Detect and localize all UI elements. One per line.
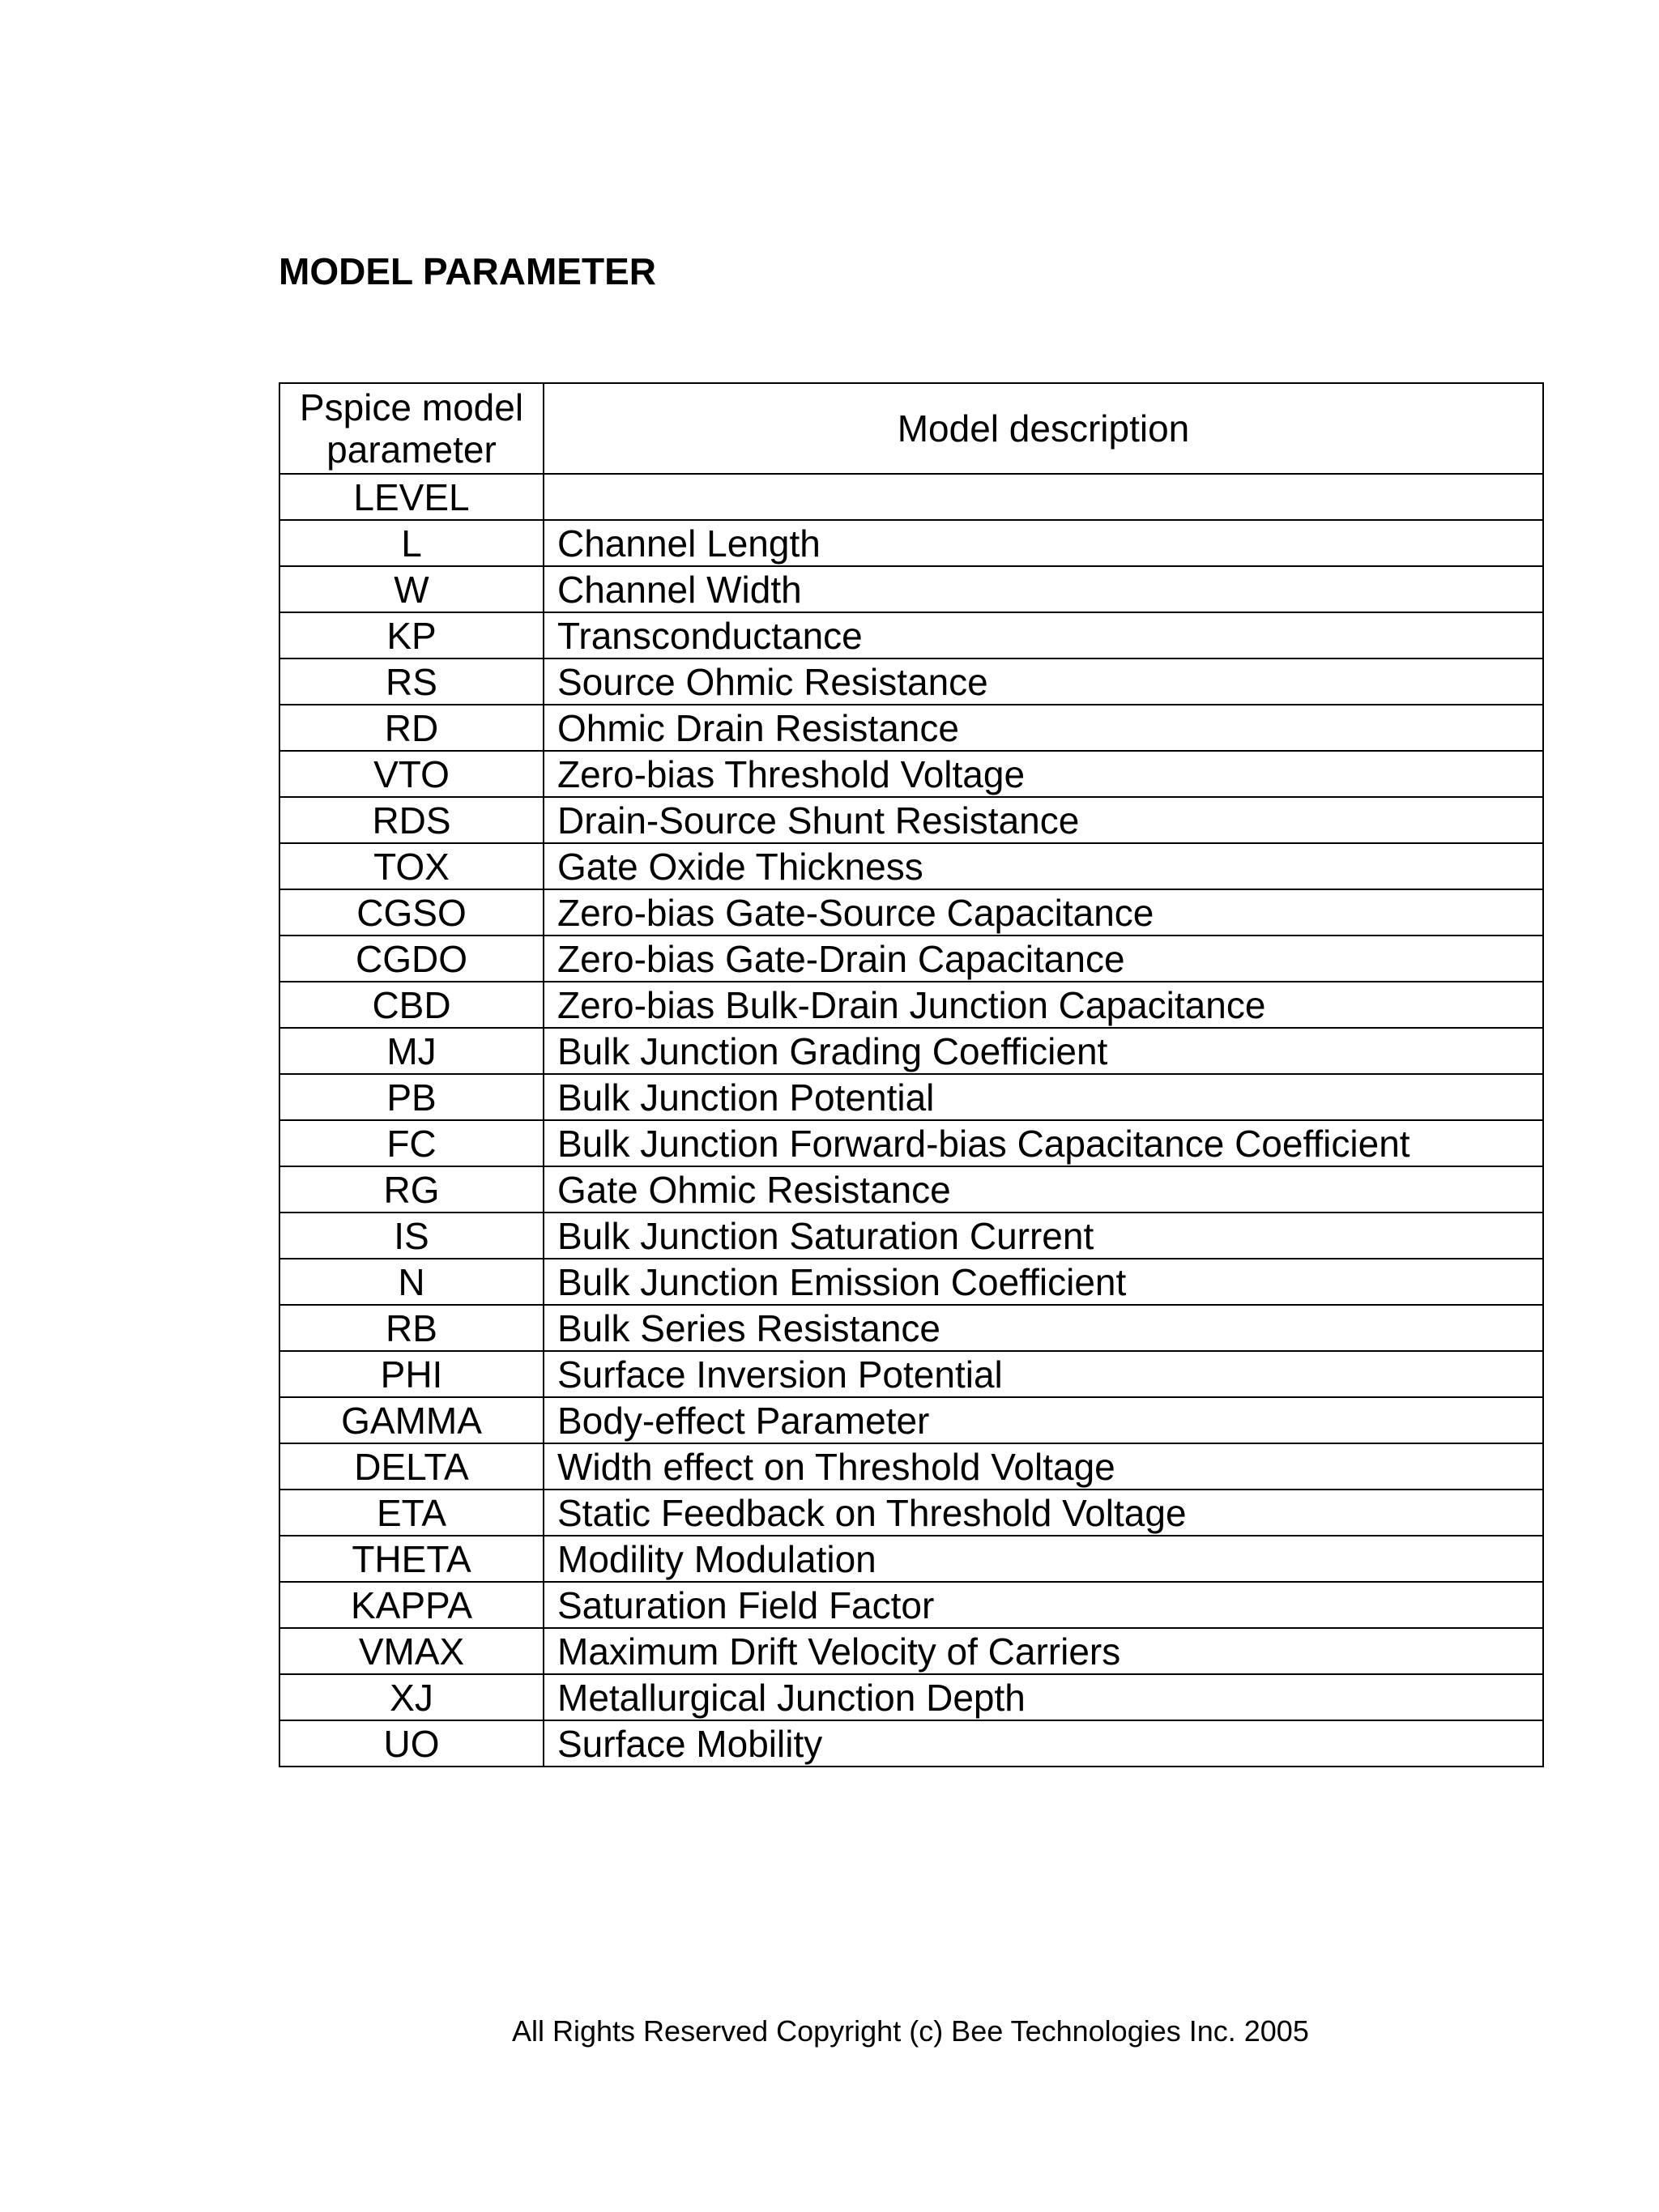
parameter-name-cell: XJ (279, 1674, 544, 1720)
table-row (279, 1674, 1543, 1720)
parameter-description-cell: Bulk Series Resistance (544, 1305, 1543, 1351)
parameter-description-cell: Drain-Source Shunt Resistance (544, 797, 1543, 843)
parameter-description-cell: Surface Mobility (544, 1720, 1543, 1767)
parameter-name-cell: LEVEL (279, 474, 544, 520)
parameter-name-cell: FC (279, 1120, 544, 1166)
parameter-name-cell: RDS (279, 797, 544, 843)
parameter-description-cell: Gate Oxide Thickness (544, 843, 1543, 889)
table-row (279, 936, 1543, 982)
table-row (279, 889, 1543, 936)
table-row (279, 566, 1543, 612)
parameter-description-cell: Channel Length (544, 520, 1543, 566)
parameter-name-cell: DELTA (279, 1443, 544, 1490)
footer-copyright: All Rights Reserved Copyright (c) Bee Technologies Inc. 2005 (512, 2014, 1309, 2048)
parameter-name-cell: CBD (279, 982, 544, 1028)
table-row (279, 1305, 1543, 1351)
parameter-description-cell: Bulk Junction Emission Coefficient (544, 1259, 1543, 1305)
table-header-row (279, 383, 1543, 474)
table-row (279, 1213, 1543, 1259)
parameter-description-cell: Body-effect Parameter (544, 1397, 1543, 1443)
table-row (279, 1536, 1543, 1582)
parameter-name-cell: PB (279, 1074, 544, 1120)
parameter-name-cell: THETA (279, 1536, 544, 1582)
parameter-description-cell (544, 474, 1543, 520)
table-row (279, 1628, 1543, 1674)
table-row (279, 612, 1543, 658)
parameter-description-cell: Gate Ohmic Resistance (544, 1166, 1543, 1213)
parameter-description-cell: Maximum Drift Velocity of Carriers (544, 1628, 1543, 1674)
table-row (279, 1166, 1543, 1213)
parameter-description-cell: Width effect on Threshold Voltage (544, 1443, 1543, 1490)
parameter-name-cell: MJ (279, 1028, 544, 1074)
table-body (279, 474, 1543, 1767)
parameter-description-cell: Bulk Junction Potential (544, 1074, 1543, 1120)
table-row (279, 1074, 1543, 1120)
table-row (279, 1120, 1543, 1166)
table-row (279, 1397, 1543, 1443)
parameter-description-cell: Metallurgical Junction Depth (544, 1674, 1543, 1720)
parameter-name-cell: IS (279, 1213, 544, 1259)
header-pspice-model-parameter: Pspice model parameter (279, 383, 544, 474)
parameter-description-cell: Zero-bias Gate-Drain Capacitance (544, 936, 1543, 982)
parameter-description-cell: Zero-bias Gate-Source Capacitance (544, 889, 1543, 936)
parameter-name-cell: RD (279, 705, 544, 751)
table-row (279, 474, 1543, 520)
parameter-description-cell: Transconductance (544, 612, 1543, 658)
parameter-description-cell: Modility Modulation (544, 1536, 1543, 1582)
table-row (279, 1028, 1543, 1074)
parameter-description-cell: Saturation Field Factor (544, 1582, 1543, 1628)
parameter-name-cell: TOX (279, 843, 544, 889)
table-row (279, 705, 1543, 751)
table-row (279, 797, 1543, 843)
table-row (279, 520, 1543, 566)
parameter-name-cell: RB (279, 1305, 544, 1351)
parameter-name-cell: KP (279, 612, 544, 658)
parameter-name-cell: KAPPA (279, 1582, 544, 1628)
header-model-description: Model description (544, 383, 1543, 474)
table-row (279, 1443, 1543, 1490)
parameter-description-cell: Ohmic Drain Resistance (544, 705, 1543, 751)
parameter-description-cell: Zero-bias Threshold Voltage (544, 751, 1543, 797)
table-row (279, 1259, 1543, 1305)
parameter-description-cell: Channel Width (544, 566, 1543, 612)
parameter-name-cell: CGSO (279, 889, 544, 936)
model-parameter-table (279, 382, 1544, 1767)
table-row (279, 1490, 1543, 1536)
table-row (279, 1351, 1543, 1397)
parameter-name-cell: VTO (279, 751, 544, 797)
parameter-name-cell: L (279, 520, 544, 566)
parameter-name-cell: W (279, 566, 544, 612)
parameter-description-cell: Zero-bias Bulk-Drain Junction Capacitance (544, 982, 1543, 1028)
table-row (279, 1720, 1543, 1767)
page-title: MODEL PARAMETER (279, 250, 656, 292)
parameter-name-cell: ETA (279, 1490, 544, 1536)
table-row (279, 1582, 1543, 1628)
parameter-description-cell: Bulk Junction Grading Coefficient (544, 1028, 1543, 1074)
parameter-description-cell: Source Ohmic Resistance (544, 658, 1543, 705)
table-row (279, 751, 1543, 797)
parameter-name-cell: CGDO (279, 936, 544, 982)
parameter-name-cell: VMAX (279, 1628, 544, 1674)
parameter-name-cell: RG (279, 1166, 544, 1213)
parameter-description-cell: Bulk Junction Saturation Current (544, 1213, 1543, 1259)
parameter-name-cell: GAMMA (279, 1397, 544, 1443)
table-row (279, 843, 1543, 889)
parameter-name-cell: UO (279, 1720, 544, 1767)
table-row (279, 658, 1543, 705)
parameter-description-cell: Bulk Junction Forward-bias Capacitance Coefficient (544, 1120, 1543, 1166)
parameter-name-cell: PHI (279, 1351, 544, 1397)
parameter-description-cell: Static Feedback on Threshold Voltage (544, 1490, 1543, 1536)
parameter-description-cell: Surface Inversion Potential (544, 1351, 1543, 1397)
parameter-name-cell: N (279, 1259, 544, 1305)
parameter-name-cell: RS (279, 658, 544, 705)
table-row (279, 982, 1543, 1028)
